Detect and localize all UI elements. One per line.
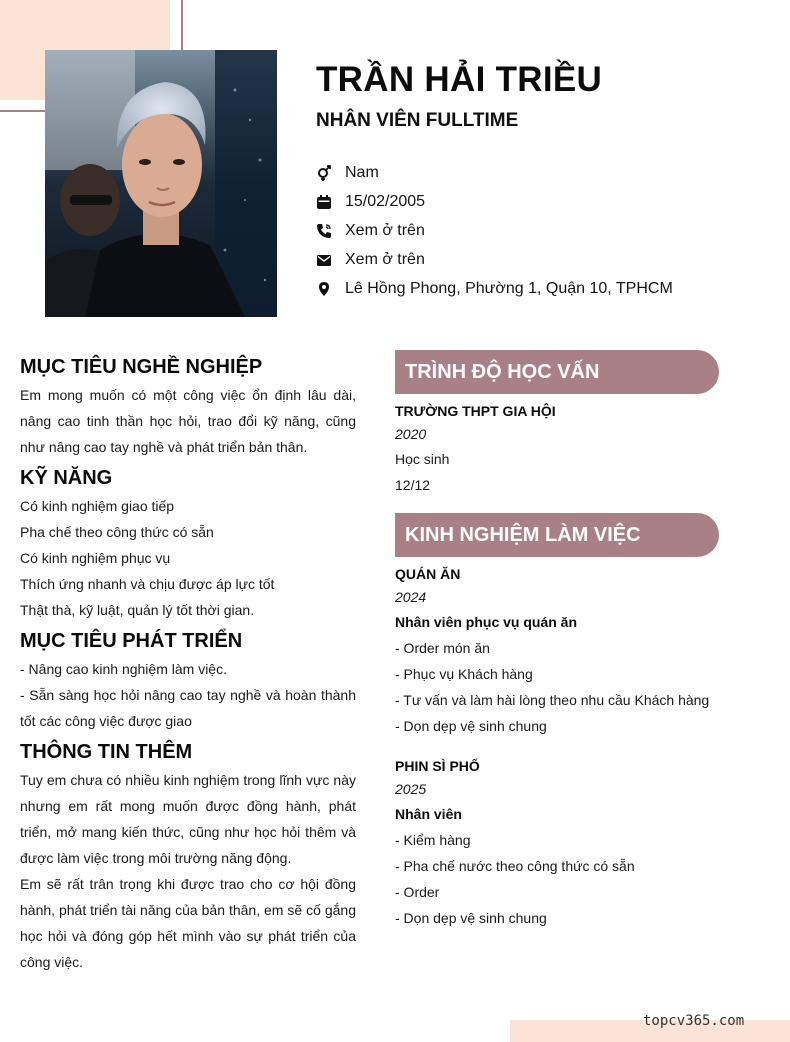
- education-year: 2020: [395, 426, 427, 442]
- envelope-icon: [316, 252, 332, 268]
- job-task: - Order: [395, 884, 440, 900]
- candidate-name: TRẦN HẢI TRIỀU: [316, 60, 603, 99]
- contact-email: [316, 245, 673, 274]
- skill-item: Có kinh nghiệm giao tiếp: [20, 498, 175, 514]
- job-role: Nhân viên phục vụ quán ăn: [395, 614, 578, 630]
- contact-email-value: Xem ở trên: [345, 250, 425, 268]
- right-column: [395, 350, 725, 931]
- phone-icon: [316, 223, 332, 239]
- profile-photo: [45, 50, 277, 317]
- job-task: - Dọn dẹp vệ sinh chung: [395, 718, 547, 734]
- left-column: [20, 352, 356, 975]
- contact-gender-value: Nam: [345, 163, 379, 181]
- education-school: TRƯỜNG THPT GIA HỘI: [395, 403, 556, 419]
- calendar-icon: [316, 194, 332, 210]
- extra-info-paragraph: Tuy em chưa có nhiều kinh nghiệm trong lĩnh vực này nhưng em rất mong muốn được đồng hành, phát triển, mở mang kiến thức, cũng như học hỏi thêm và được làm việc trong môi trường năng động.: [20, 772, 356, 866]
- education-title: TRÌNH ĐỘ HỌC VẤN: [395, 350, 719, 394]
- contact-phone: [316, 216, 673, 245]
- extra-info-paragraph: Em sẽ rất trân trọng khi được trao cho cơ hội đồng hành, phát triển tài năng của bản thân, em sẽ cố gắng học hỏi và đóng góp hết mình vào sự phát triển của công việc.: [20, 876, 356, 970]
- job-task: - Kiểm hàng: [395, 832, 471, 848]
- candidate-position: NHÂN VIÊN FULLTIME: [316, 110, 519, 131]
- gender-icon: [316, 165, 332, 181]
- development-item: - Sẵn sàng học hỏi nâng cao tay nghề và hoàn thành tốt các công việc được giao: [20, 687, 356, 729]
- contact-birthday-value: 15/02/2005: [345, 192, 426, 210]
- job-task: - Tư vấn và làm hài lòng theo nhu cầu Khách hàng: [395, 692, 710, 708]
- job-task: - Dọn dẹp vệ sinh chung: [395, 910, 547, 926]
- job-task: - Order món ăn: [395, 640, 490, 656]
- job-entry: [395, 755, 725, 931]
- job-year: 2024: [395, 589, 427, 605]
- objective-text: Em mong muốn có một công việc ổn định lâu dài, nâng cao tinh thần học hỏi, trao đổi kỹ năng, cũng như nâng cao tay nghề và phát triển bản thân.: [20, 387, 356, 455]
- skill-item: Có kinh nghiệm phục vụ: [20, 550, 171, 566]
- location-pin-icon: [316, 281, 332, 297]
- contact-birthday: [316, 187, 673, 216]
- contact-phone-value: Xem ở trên: [345, 221, 425, 239]
- contact-address: [316, 274, 673, 303]
- contact-address-value: Lê Hồng Phong, Phường 1, Quận 10, TPHCM: [345, 279, 673, 297]
- objective-title: MỤC TIÊU NGHỀ NGHIỆP: [20, 356, 263, 378]
- job-year: 2025: [395, 781, 427, 797]
- job-task: - Phục vụ Khách hàng: [395, 666, 533, 682]
- skill-item: Thật thà, kỹ luật, quản lý tốt thời gian.: [20, 602, 255, 618]
- job-company: QUÁN ĂN: [395, 566, 461, 582]
- extra-info-title: THÔNG TIN THÊM: [20, 741, 193, 763]
- job-role: Nhân viên: [395, 806, 462, 822]
- skills-title: KỸ NĂNG: [20, 467, 113, 489]
- experience-title: KINH NGHIỆM LÀM VIỆC: [395, 513, 719, 557]
- contact-list: [316, 158, 673, 303]
- job-entry: [395, 563, 725, 739]
- footer-watermark: topcv365.com: [643, 1013, 745, 1029]
- job-task: - Pha chế nước theo công thức có sẵn: [395, 858, 635, 874]
- skill-item: Thích ứng nhanh và chịu được áp lực tốt: [20, 576, 275, 592]
- contact-gender: [316, 158, 673, 187]
- skill-item: Pha chế theo công thức có sẵn: [20, 524, 214, 540]
- development-item: - Nâng cao kinh nghiệm làm việc.: [20, 661, 227, 677]
- education-role: Học sinh: [395, 451, 450, 467]
- development-title: MỤC TIÊU PHÁT TRIỂN: [20, 630, 243, 652]
- job-company: PHIN SÌ PHỐ: [395, 758, 480, 774]
- education-grade: 12/12: [395, 477, 431, 493]
